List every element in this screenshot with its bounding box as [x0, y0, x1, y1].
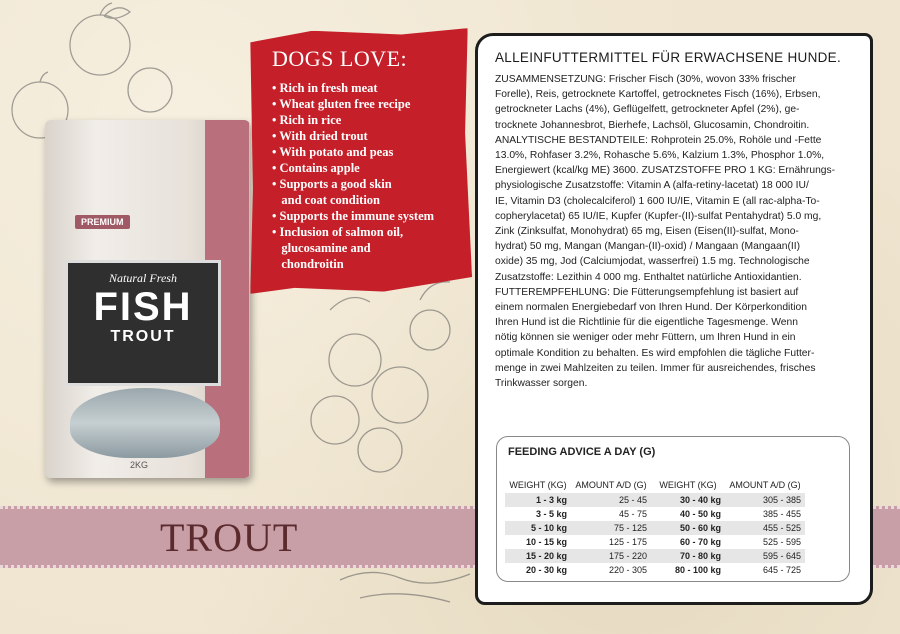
list-item: • Rich in fresh meat: [272, 81, 378, 95]
list-item: • Contains apple: [272, 161, 360, 175]
list-item: • With dried trout: [272, 129, 368, 143]
column-header: AMOUNT A/D (G): [575, 480, 647, 490]
bag-variant: TROUT: [110, 328, 176, 345]
column-header: WEIGHT (KG): [509, 480, 567, 490]
ribbon-title: TROUT: [160, 515, 299, 560]
table-header-row: [505, 477, 805, 493]
panel-title: ALLEINFUTTERMITTEL FÜR ERWACHSENE HUNDE.: [495, 50, 842, 65]
dogs-love-title: DOGS LOVE:: [272, 46, 408, 71]
table-row: [505, 535, 805, 549]
table-cell: 3 - 5 kg: [535, 509, 567, 519]
column-header: WEIGHT (KG): [659, 480, 717, 490]
table-cell: 20 - 30 kg: [525, 565, 567, 575]
table-cell: 220 - 305: [608, 565, 647, 575]
table-cell: 60 - 70 kg: [679, 537, 721, 547]
composition-text: ZUSAMMENSETZUNG: Frischer Fisch (30%, wovon 33% frischer Forelle), Reis, getrocknete Kartoffel, getrocknetes Fisch (16%), Erbsen, getrockneter Lachs (4%), Geflügelfett, getrockneter Apfel (2%), ge- trocknete Johannesbrot, Bierhefe, Lachsöl, Glucosamin, Chondroitin. ANALYTISCHE BESTANDTEILE: Rohprotein 25.0%, Rohöle und -Fette 13.0%, Rohfaser 3.2%, Rohasche 5.6%, Kalzium 1.3%, Phosphor 1.0%, Energiewert (kcal/kg ME) 3600. ZUSATZSTOFFE PRO 1 KG: Ernährungs- physiologische Zusatzstoffe: Vitamin A (alfa-retiny-lacetat) 18 000 IU/ IE, Vitamin D3 (cholecalciferol) 1 600 IU/IE, Vitamin E (all rac-alpha-To- copherylacetat) 65 IU/IE, Kupfer (Kupfer-(II)-sulfat Pentahydrat) 5.0 mg, Zink (Zinksulfat, Monohydrat) 65 mg, Eisen (Eisen(II)-sulfat, Mono- hydrat) 50 mg, Mangan (Mangan-(II)-oxid) / Mangaan (Mangaan(II) oxide) 35 mg, Jod (Calciumjodat, wasserfrei) 1.5 mg. Technologische Zusatzstoffe: Lezithin 4 000 mg. Enthaltet natürliche Antioxidantien. FUTTEREMPFEHLUNG: Die Fütterungsempfehlung ist basiert auf einem normalen Energiebedarf von Ihren Hund. Der Körperkondition Ihren Hund ist die Richtlinie für die eigentliche Tagesmenge. Wenn nötig können sie weniger oder mehr Füttern, um Ihren Hund in ein optimale Kondition zu behalten. Es wird empfohlen die tägliche Futter- menge in zwei Mahlzeiten zu teilen. Immer für ausreichendes, frisches Trinkwasser sorgen.: [495, 74, 836, 390]
table-cell: 645 - 725: [762, 565, 801, 575]
table-row: [505, 563, 805, 577]
table-cell: 75 - 125: [571, 521, 651, 535]
table-cell: 50 - 60 kg: [651, 521, 725, 535]
list-item: • Inclusion of salmon oil, glucosamine and chondroitin: [272, 225, 404, 271]
premium-badge: PREMIUM: [75, 215, 130, 229]
table-cell: 45 - 75: [618, 509, 647, 519]
table-cell: 385 - 455: [762, 509, 801, 519]
table-cell: 10 - 15 kg: [525, 537, 567, 547]
list-item: • Rich in rice: [272, 113, 342, 127]
bag-main-name: FISH: [93, 285, 193, 329]
dogs-love-list: [272, 80, 434, 272]
table-cell: 305 - 385: [725, 493, 805, 507]
table-cell: 175 - 220: [571, 549, 651, 563]
table-cell: 525 - 595: [762, 537, 801, 547]
table-cell: 455 - 525: [725, 521, 805, 535]
table-row: [505, 507, 805, 521]
bag-brand: Natural Fresh: [109, 271, 177, 285]
table-cell: 30 - 40 kg: [651, 493, 725, 507]
table-cell: 25 - 45: [571, 493, 651, 507]
bag-label: [65, 260, 221, 386]
table-row: [505, 549, 805, 563]
table-cell: 40 - 50 kg: [679, 509, 721, 519]
trout-photo: [70, 388, 220, 458]
table-cell: 80 - 100 kg: [674, 565, 721, 575]
table-cell: 125 - 175: [608, 537, 647, 547]
table-cell: 70 - 80 kg: [651, 549, 725, 563]
table-row: [505, 521, 805, 535]
table-row: [505, 493, 805, 507]
table-cell: 1 - 3 kg: [505, 493, 571, 507]
table-cell: 5 - 10 kg: [505, 521, 571, 535]
ribbon-banner-end: [873, 506, 900, 568]
list-item: • Wheat gluten free recipe: [272, 97, 411, 111]
list-item: • With potato and peas: [272, 145, 394, 159]
table-cell: 15 - 20 kg: [505, 549, 571, 563]
list-item: • Supports the immune system: [272, 209, 435, 223]
list-item: • Supports a good skin and coat condition: [272, 177, 392, 207]
feeding-advice-title: FEEDING ADVICE A DAY (G): [508, 446, 656, 458]
bag-weight: 2KG: [130, 460, 149, 470]
product-bag-image: [45, 120, 250, 478]
column-header: AMOUNT A/D (G): [729, 480, 801, 490]
table-cell: 595 - 645: [725, 549, 805, 563]
feeding-table: [505, 477, 805, 577]
